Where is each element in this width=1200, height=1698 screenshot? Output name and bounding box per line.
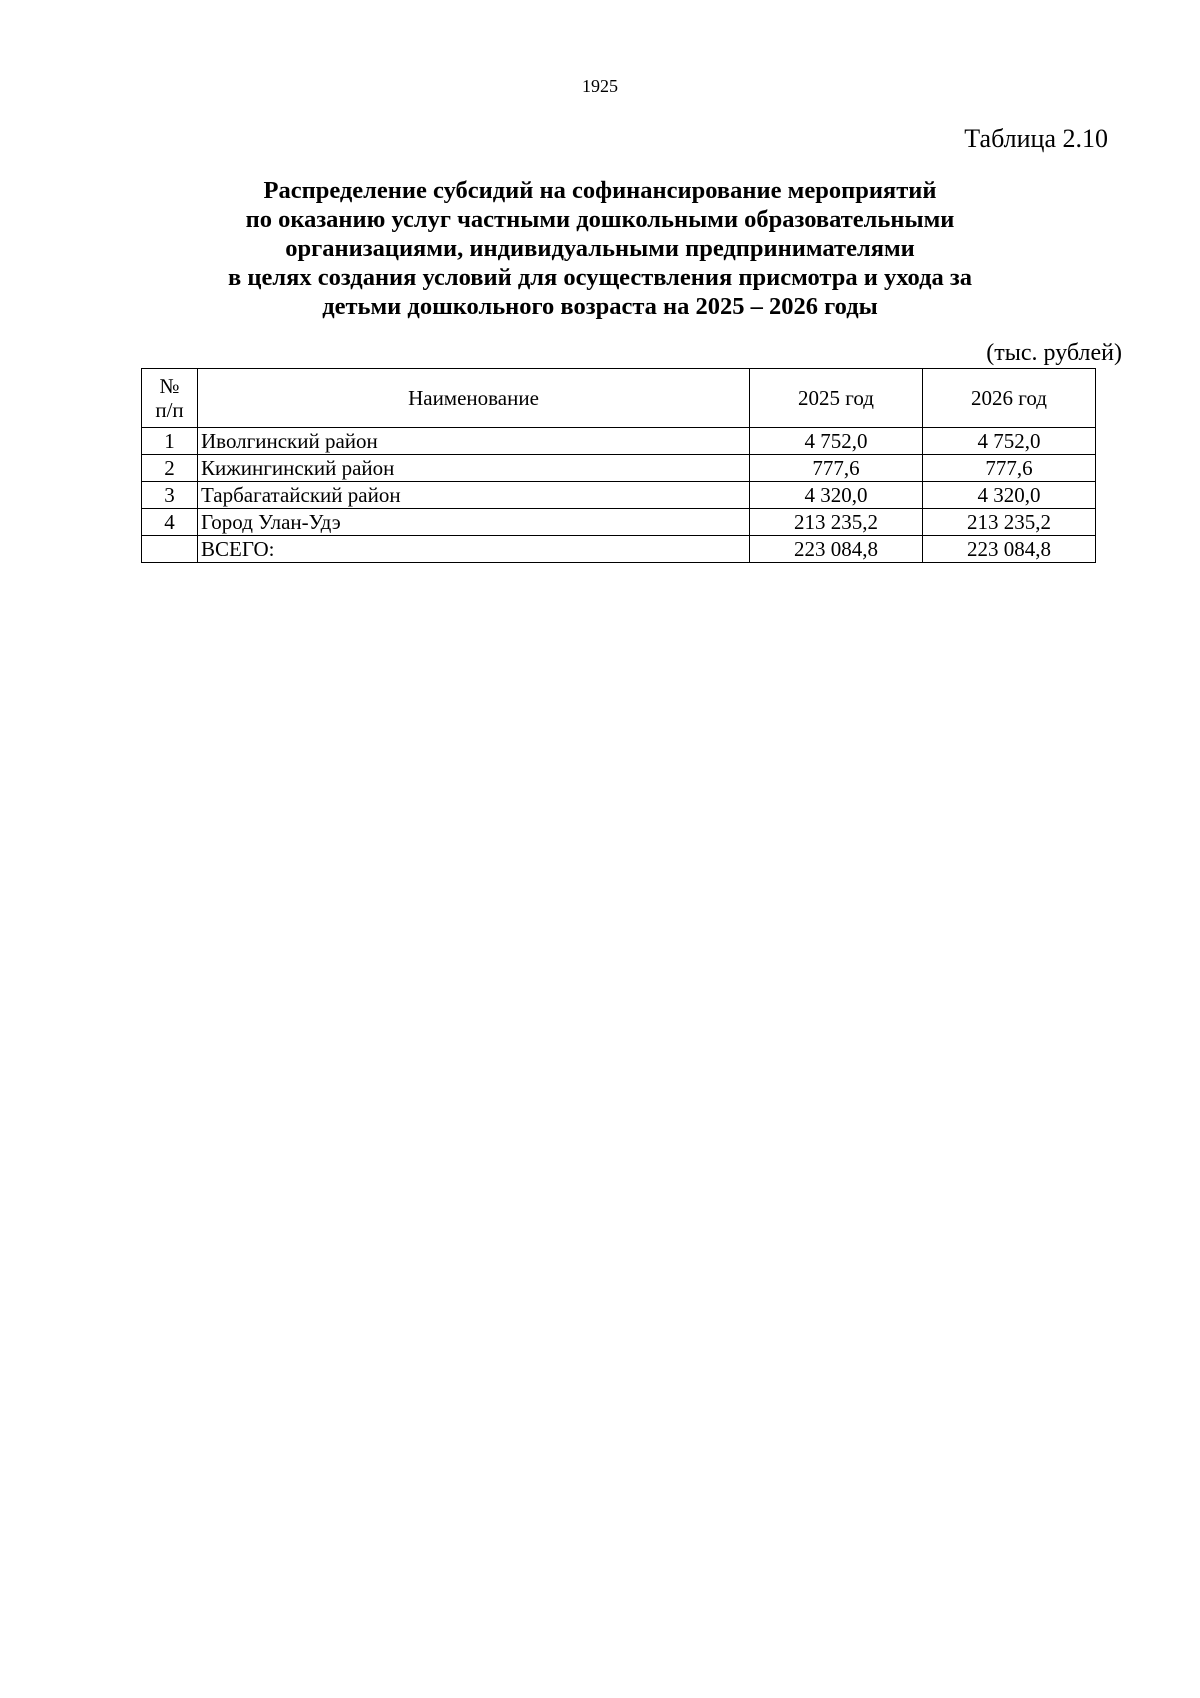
table-row bbox=[142, 482, 1096, 509]
row-name: Кижингинский район bbox=[198, 455, 750, 482]
row-number: 3 bbox=[142, 482, 198, 509]
header-number-symbol: № bbox=[159, 374, 180, 398]
row-value-2025: 213 235,2 bbox=[750, 509, 923, 536]
row-value-2025: 777,6 bbox=[750, 455, 923, 482]
row-name: Иволгинский район bbox=[198, 428, 750, 455]
document-title bbox=[140, 176, 1060, 321]
page-number: 1925 bbox=[582, 76, 618, 96]
title-line: Распределение субсидий на софинансирование мероприятий bbox=[263, 177, 937, 204]
row-value-2026: 777,6 bbox=[923, 455, 1096, 482]
table-header-row bbox=[142, 369, 1096, 428]
units-label: (тыс. рублей) bbox=[986, 340, 1122, 366]
row-number: 4 bbox=[142, 509, 198, 536]
table-label: Таблица 2.10 bbox=[964, 124, 1108, 153]
row-number: 1 bbox=[142, 428, 198, 455]
header-number-abbrev: п/п bbox=[155, 398, 184, 422]
row-number bbox=[142, 536, 198, 563]
row-name: Тарбагатайский район bbox=[198, 482, 750, 509]
table-total-row bbox=[142, 536, 1096, 563]
title-line: детьми дошкольного возраста на 2025 – 2026 годы bbox=[322, 293, 878, 320]
table-row bbox=[142, 428, 1096, 455]
row-value-2026: 213 235,2 bbox=[923, 509, 1096, 536]
table-row bbox=[142, 509, 1096, 536]
title-line: в целях создания условий для осуществления присмотра и ухода за bbox=[228, 264, 972, 291]
row-number: 2 bbox=[142, 455, 198, 482]
row-value-2026: 223 084,8 bbox=[923, 536, 1096, 563]
row-value-2025: 4 752,0 bbox=[750, 428, 923, 455]
row-name: ВСЕГО: bbox=[198, 536, 750, 563]
header-name: Наименование bbox=[198, 369, 750, 428]
subsidy-table bbox=[141, 368, 1096, 563]
title-line: по оказанию услуг частными дошкольными образовательными bbox=[245, 206, 955, 233]
row-value-2026: 4 752,0 bbox=[923, 428, 1096, 455]
table-row bbox=[142, 455, 1096, 482]
header-year-2025: 2025 год bbox=[750, 369, 923, 428]
title-line: организациями, индивидуальными предпринимателями bbox=[285, 235, 915, 262]
row-value-2026: 4 320,0 bbox=[923, 482, 1096, 509]
row-value-2025: 223 084,8 bbox=[750, 536, 923, 563]
header-number bbox=[142, 369, 198, 428]
row-value-2025: 4 320,0 bbox=[750, 482, 923, 509]
header-year-2026: 2026 год bbox=[923, 369, 1096, 428]
row-name: Город Улан-Удэ bbox=[198, 509, 750, 536]
